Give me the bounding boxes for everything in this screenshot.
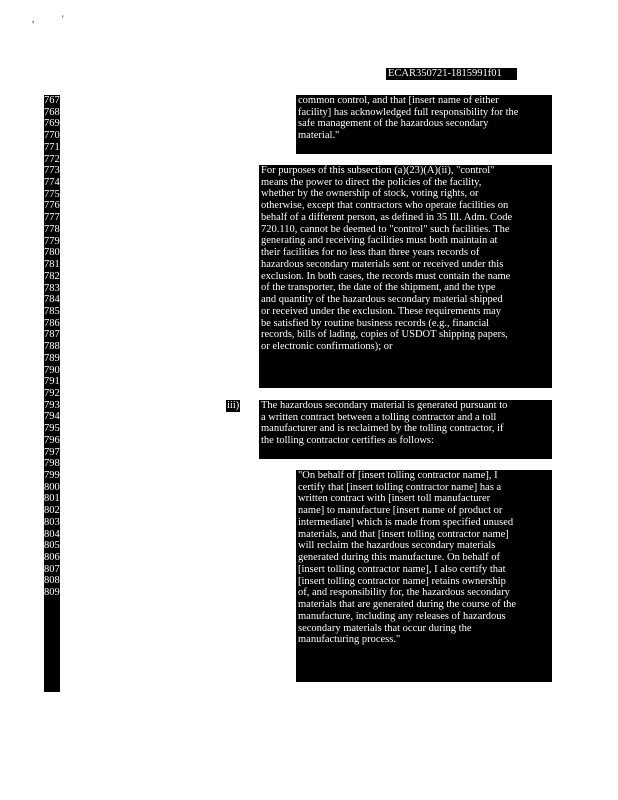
stray-mark: , <box>32 14 35 24</box>
text-line: safe management of the hazardous secondary <box>298 118 489 130</box>
text-line: generating and receiving facilities must both maintain at <box>261 235 498 247</box>
line-number: 794 <box>44 411 60 423</box>
line-number: 806 <box>44 552 60 564</box>
text-line: 720.110, cannot be deemed to "control" such facilities. The <box>261 223 510 235</box>
line-number: 796 <box>44 434 60 446</box>
text-line: "On behalf of [insert tolling contractor name], I <box>298 470 498 481</box>
text-line: the tolling contractor certifies as follows: <box>261 435 434 447</box>
text-line: intermediate] which is made from specified unused <box>298 516 514 528</box>
line-number: 780 <box>44 247 60 259</box>
line-number: 783 <box>44 282 60 294</box>
line-number: 778 <box>44 223 60 235</box>
text-line: records, bills of lading, copies of USDOT shipping papers, <box>261 329 508 341</box>
line-number: 768 <box>44 106 60 118</box>
text-line: behalf of a different person, as defined in 35 Ill. Adm. Code <box>261 211 513 223</box>
text-line: secondary materials that occur during the <box>298 622 472 634</box>
text-line: [insert tolling contractor name], I also certify that <box>298 563 506 575</box>
line-number: 779 <box>44 235 60 247</box>
text-line: material." <box>298 130 340 142</box>
text-line: means the power to direct the policies of the facility, <box>261 176 482 188</box>
line-number: 808 <box>44 575 60 587</box>
line-number: 775 <box>44 188 60 200</box>
line-number: 767 <box>44 95 60 106</box>
text-line: their facilities for no less than three years records of <box>261 247 480 259</box>
text-line: common control, and that [insert name of either <box>298 95 499 106</box>
line-number: 776 <box>44 200 60 212</box>
line-number: 803 <box>44 516 60 528</box>
line-number: 799 <box>44 470 60 481</box>
text-line: materials, and that [insert tolling contractor name] <box>298 528 509 540</box>
line-number: 781 <box>44 259 60 271</box>
line-number: 784 <box>44 294 60 306</box>
text-line: exclusion. In both cases, the records must contain the name <box>261 270 511 282</box>
text-line: and quantity of the hazardous secondary material shipped <box>261 294 503 306</box>
text-line: a written contract between a tolling contractor and a toll <box>261 411 497 423</box>
line-number: 797 <box>44 446 60 458</box>
text-line: manufacture, including any releases of hazardous <box>298 610 506 622</box>
line-number: 798 <box>44 458 60 470</box>
text-line: facility] has acknowledged full responsibility for the <box>298 106 519 118</box>
line-number: 807 <box>44 563 60 575</box>
line-number: 789 <box>44 352 60 364</box>
stray-mark: ′ <box>62 14 64 24</box>
text-line: otherwise, except that contractors who operate facilities on <box>261 200 509 212</box>
text-line: whether by the ownership of stock, voting rights, or <box>261 188 479 200</box>
text-line: manufacturer and is reclaimed by the tolling contractor, if <box>261 423 504 435</box>
line-number: 777 <box>44 212 60 224</box>
line-number: 788 <box>44 341 60 353</box>
text-line: will reclaim the hazardous secondary materials <box>298 540 496 552</box>
line-number: 804 <box>44 528 60 540</box>
document-id: ECAR350721-1815991f01 <box>386 68 517 80</box>
line-number: 802 <box>44 505 60 517</box>
line-number: 769 <box>44 118 60 130</box>
text-line: of, and responsibility for, the hazardous secondary <box>298 587 510 599</box>
paragraph-responsibility-certification <box>296 95 552 154</box>
subsection-label: iii) <box>227 400 240 411</box>
text-line: be satisfied by routine business records (e.g., financial <box>261 317 490 329</box>
text-line: certify that [insert tolling contractor name] has a <box>298 481 502 493</box>
text-line: or electronic confirmations); or <box>261 341 393 353</box>
line-number: 770 <box>44 130 60 142</box>
line-number: 771 <box>44 141 60 153</box>
line-number: 805 <box>44 540 60 552</box>
line-number: 795 <box>44 423 60 435</box>
line-number: 786 <box>44 317 60 329</box>
text-line: of the transporter, the date of the shipment, and the type <box>261 282 496 294</box>
text-line: generated during this manufacture. On behalf of <box>298 552 501 564</box>
text-line: written contract with [insert toll manufacturer <box>298 493 491 505</box>
line-number: 785 <box>44 305 60 317</box>
line-number: 774 <box>44 177 60 189</box>
text-line: The hazardous secondary material is generated pursuant to <box>261 400 508 411</box>
line-number: 793 <box>44 399 60 411</box>
text-line: manufacturing process." <box>298 634 401 646</box>
paragraph-tolling-certification <box>296 470 552 682</box>
text-line: hazardous secondary materials sent or received under this <box>261 258 504 270</box>
text-line: materials that are generated during the course of the <box>298 599 517 611</box>
text-line: or received under the exclusion. These requirements may <box>261 305 502 317</box>
line-number: 791 <box>44 376 60 388</box>
line-number: 782 <box>44 270 60 282</box>
line-number: 800 <box>44 481 60 493</box>
line-number: 773 <box>44 165 60 177</box>
line-number: 787 <box>44 329 60 341</box>
line-number: 801 <box>44 493 60 505</box>
line-numbers-column <box>44 95 60 692</box>
text-line: name] to manufacture [insert name of product or <box>298 505 503 517</box>
paragraph-control-definition <box>259 165 552 388</box>
text-line: For purposes of this subsection (a)(23)(A)(ii), "control" <box>261 165 495 176</box>
text-line: [insert tolling contractor name] retains ownership <box>298 575 506 587</box>
line-number: 772 <box>44 153 60 165</box>
line-number: 790 <box>44 364 60 376</box>
line-number: 809 <box>44 587 60 599</box>
paragraph-tolling-contract <box>259 400 552 459</box>
line-number: 792 <box>44 387 60 399</box>
